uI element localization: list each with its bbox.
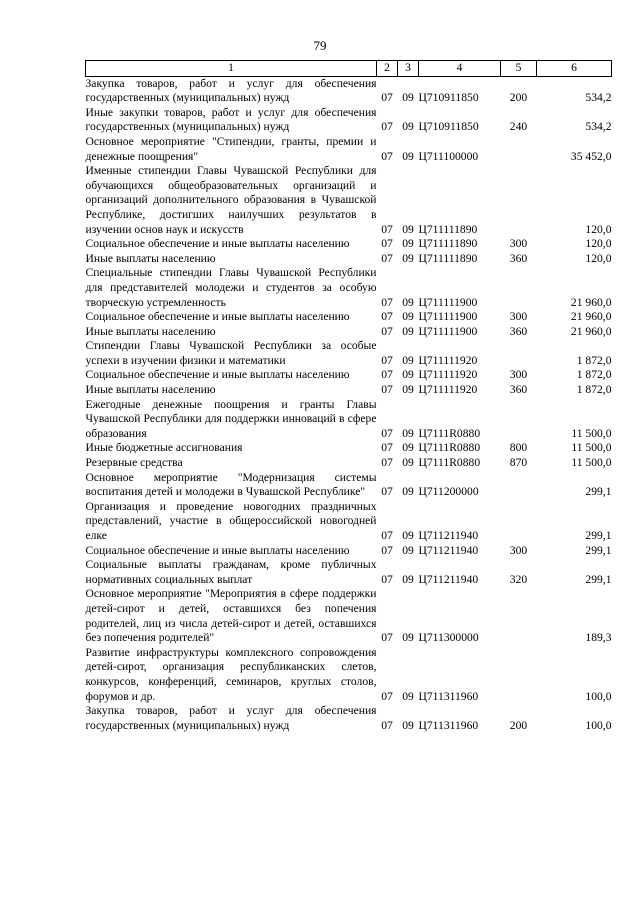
section-code: 07: [381, 222, 393, 236]
table-row: [86, 704, 612, 733]
target-article-code: Ц711111900: [418, 324, 478, 338]
amount: 120,0: [585, 237, 612, 251]
table-row: [86, 456, 612, 471]
column-header: 4: [419, 61, 501, 77]
subsection-code: 09: [402, 120, 414, 134]
table-row: [86, 339, 612, 368]
row-description: Организация и проведение новогодних праздничных представлений, участие в общероссийской новогодней елке: [85, 499, 377, 542]
target-article-code: Ц711200000: [418, 485, 479, 499]
amount: 299,1: [585, 572, 612, 586]
amount: 534,2: [585, 120, 612, 134]
section-code: 07: [381, 120, 393, 134]
row-description: Социальные выплаты гражданам, кроме публичных нормативных социальных выплат: [85, 558, 377, 586]
target-article-code: Ц711111890: [418, 222, 478, 236]
table-row: [86, 310, 612, 325]
subsection-code: 09: [402, 631, 414, 645]
section-code: 07: [381, 426, 393, 440]
subsection-code: 09: [402, 485, 414, 499]
amount: 534,2: [585, 91, 612, 105]
subsection-code: 09: [402, 689, 414, 703]
amount: 189,3: [585, 631, 612, 645]
row-description: Основное мероприятие "Модернизация системы воспитания детей и молодежи в Чувашской Республике": [85, 470, 377, 499]
amount: 100,0: [585, 689, 612, 703]
column-header: 1: [86, 61, 377, 77]
subsection-code: 09: [402, 149, 414, 163]
expense-type-code: [501, 587, 537, 645]
table-row: [86, 266, 612, 310]
target-article-code: Ц711111890: [418, 237, 478, 251]
subsection-code: 09: [402, 251, 414, 265]
expense-type-code: [501, 135, 537, 164]
section-code: 07: [381, 718, 393, 732]
expense-type-code: 800: [509, 441, 528, 455]
column-header: 3: [398, 61, 419, 77]
target-article-code: Ц711300000: [418, 631, 479, 645]
target-article-code: Ц7111R0880: [418, 456, 481, 470]
section-code: 07: [381, 456, 393, 470]
amount: 120,0: [585, 222, 612, 236]
table-row: [86, 135, 612, 164]
expense-type-code: 240: [509, 120, 528, 134]
subsection-code: 09: [402, 91, 414, 105]
table-row: [86, 587, 612, 645]
section-code: 07: [381, 353, 393, 367]
section-code: 07: [381, 485, 393, 499]
row-description: Развитие инфраструктуры комплексного сопровождения детей-сирот, организация республиканских слетов, конкурсов, конференций, семинаров, круглых столов, форумов и др.: [85, 645, 377, 703]
expense-type-code: [501, 266, 537, 310]
section-code: 07: [381, 295, 393, 309]
expense-type-code: 300: [509, 543, 528, 557]
section-code: 07: [381, 251, 393, 265]
expense-type-code: 320: [509, 572, 528, 586]
section-code: 07: [381, 91, 393, 105]
row-description: Закупка товаров, работ и услуг для обеспечения государственных (муниципальных) нужд: [85, 76, 377, 105]
row-description: Социальное обеспечение и иные выплаты населению: [85, 310, 350, 324]
table-row: [86, 441, 612, 456]
page-number: 79: [313, 38, 327, 53]
expense-type-code: 360: [509, 383, 528, 397]
table-row: [86, 164, 612, 237]
subsection-code: 09: [402, 353, 414, 367]
target-article-code: Ц7111R0880: [418, 441, 481, 455]
subsection-code: 09: [402, 237, 414, 251]
target-article-code: Ц710911850: [418, 91, 479, 105]
section-code: 07: [381, 689, 393, 703]
row-description: Иные выплаты населению: [85, 324, 216, 338]
target-article-code: Ц711100000: [418, 149, 479, 163]
subsection-code: 09: [402, 324, 414, 338]
subsection-code: 09: [402, 310, 414, 324]
amount: 1 872,0: [576, 383, 612, 397]
budget-table: [85, 60, 612, 733]
table-row: [86, 398, 612, 442]
table-row: [86, 558, 612, 587]
table-row: [86, 383, 612, 398]
expense-type-code: 300: [509, 237, 528, 251]
table-row: [86, 646, 612, 704]
row-description: Основное мероприятие "Мероприятия в сфере поддержки детей-сирот и детей, оставшихся без попечения родителей, лиц из числа детей-сирот и детей, оставшихся без попечения родителей": [85, 587, 377, 645]
row-description: Иные закупки товаров, работ и услуг для обеспечения государственных (муниципальных) нужд: [85, 105, 377, 134]
amount: 299,1: [585, 529, 612, 542]
table-row: [86, 471, 612, 500]
subsection-code: 09: [402, 426, 414, 440]
target-article-code: Ц711111900: [418, 295, 478, 309]
expense-type-code: 300: [509, 310, 528, 324]
expense-type-code: 300: [509, 368, 528, 382]
section-code: 07: [381, 543, 393, 557]
subsection-code: 09: [402, 441, 414, 455]
subsection-code: 09: [402, 295, 414, 309]
amount: 35 452,0: [570, 149, 612, 163]
amount: 299,1: [585, 543, 612, 557]
amount: 120,0: [585, 251, 612, 265]
amount: 299,1: [585, 485, 612, 499]
row-description: Основное мероприятие "Стипендии, гранты, премии и денежные поощрения": [85, 134, 377, 163]
expense-type-code: [501, 500, 537, 544]
column-header: 2: [377, 61, 398, 77]
expense-type-code: [501, 398, 537, 442]
section-code: 07: [381, 237, 393, 251]
amount: 11 500,0: [571, 456, 612, 470]
row-description: Социальное обеспечение и иные выплаты населению: [85, 543, 350, 557]
row-description: Иные бюджетные ассигнования: [85, 441, 243, 455]
table-row: [86, 544, 612, 559]
subsection-code: 09: [402, 718, 414, 732]
subsection-code: 09: [402, 572, 414, 586]
subsection-code: 09: [402, 456, 414, 470]
column-header: 6: [537, 61, 612, 77]
row-description: Иные выплаты населению: [85, 383, 216, 397]
section-code: 07: [381, 324, 393, 338]
amount: 21 960,0: [570, 310, 612, 324]
table-row: [86, 106, 612, 135]
table-body: [86, 76, 612, 733]
target-article-code: Ц711311960: [418, 718, 479, 732]
table-row: [86, 252, 612, 267]
row-description: Стипендии Главы Чувашской Республики за особые успехи в изучении физики и математики: [85, 339, 377, 367]
amount: 21 960,0: [570, 324, 612, 338]
target-article-code: Ц711111900: [418, 310, 478, 324]
subsection-code: 09: [402, 529, 414, 542]
target-article-code: Ц7111R0880: [418, 426, 481, 440]
expense-type-code: 200: [509, 91, 528, 105]
amount: 1 872,0: [576, 353, 612, 367]
section-code: 07: [381, 368, 393, 382]
row-description: Социальное обеспечение и иные выплаты населению: [85, 237, 350, 251]
expense-type-code: [501, 646, 537, 704]
row-description: Резервные средства: [85, 456, 183, 470]
expense-type-code: [501, 471, 537, 500]
column-header: 5: [501, 61, 537, 77]
section-code: 07: [381, 572, 393, 586]
target-article-code: Ц711111920: [418, 383, 478, 397]
target-article-code: Ц711111920: [418, 368, 478, 382]
amount: 1 872,0: [576, 368, 612, 382]
expense-type-code: 360: [509, 324, 528, 338]
amount: 11 500,0: [571, 426, 612, 440]
section-code: 07: [381, 149, 393, 163]
table-row: [86, 368, 612, 383]
section-code: 07: [381, 631, 393, 645]
expense-type-code: [501, 339, 537, 368]
target-article-code: Ц711211940: [418, 543, 479, 557]
table-header-row: [86, 61, 612, 77]
expense-type-code: 360: [509, 251, 528, 265]
table-row: [86, 325, 612, 340]
table-row: [86, 76, 612, 106]
row-description: Иные выплаты населению: [85, 251, 216, 265]
target-article-code: Ц711111890: [418, 251, 478, 265]
row-description: Именные стипендии Главы Чувашской Республики для обучающихся общеобразовательных организаций и организаций дополнительного образования в Чувашской Республике, достигших наилучших результатов в изучении основ наук и искусств: [85, 164, 377, 236]
row-description: Ежегодные денежные поощрения и гранты Главы Чувашской Республики для поддержки инноваций в сфере образования: [85, 397, 377, 440]
expense-type-code: 200: [509, 718, 528, 732]
section-code: 07: [381, 383, 393, 397]
target-article-code: Ц710911850: [418, 120, 479, 134]
row-description: Специальные стипендии Главы Чувашской Республики для представителей молодежи и студентов за особую творческую устремленность: [85, 266, 377, 309]
section-code: 07: [381, 310, 393, 324]
target-article-code: Ц711211940: [418, 572, 479, 586]
subsection-code: 09: [402, 383, 414, 397]
subsection-code: 09: [402, 368, 414, 382]
amount: 11 500,0: [571, 441, 612, 455]
row-description: Закупка товаров, работ и услуг для обеспечения государственных (муниципальных) нужд: [85, 704, 377, 732]
table-row: [86, 237, 612, 252]
subsection-code: 09: [402, 222, 414, 236]
target-article-code: Ц711311960: [418, 689, 479, 703]
amount: 100,0: [585, 718, 612, 732]
amount: 21 960,0: [570, 295, 612, 309]
target-article-code: Ц711211940: [418, 529, 479, 542]
target-article-code: Ц711111920: [418, 353, 478, 367]
expense-type-code: [501, 164, 537, 237]
section-code: 07: [381, 529, 393, 542]
subsection-code: 09: [402, 543, 414, 557]
row-description: Социальное обеспечение и иные выплаты населению: [85, 368, 350, 382]
section-code: 07: [381, 441, 393, 455]
expense-type-code: 870: [509, 456, 528, 470]
table-row: [86, 500, 612, 544]
